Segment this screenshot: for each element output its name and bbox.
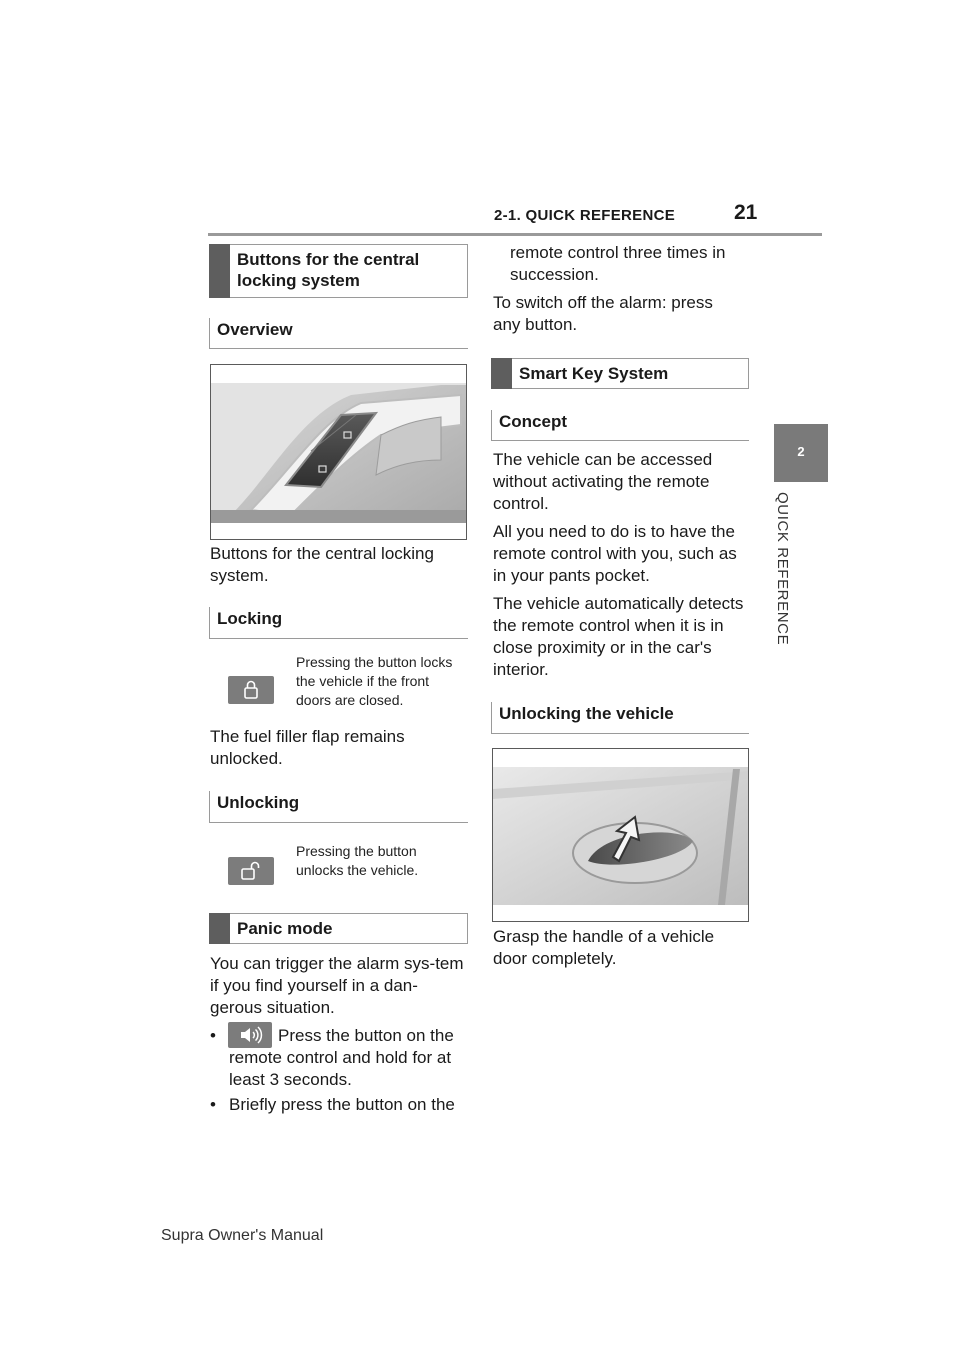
overview-caption: Buttons for the central locking system.	[210, 544, 434, 585]
unlocking-description: Pressing the button unlocks the vehicle.	[296, 843, 419, 878]
locking-note: The fuel filler flap remains unlocked.	[210, 727, 405, 768]
door-handle-illustration	[493, 749, 749, 922]
unlocking-heading: Unlocking	[217, 793, 300, 812]
subheading-overview	[209, 318, 468, 349]
panic-bullet-2-continued: remote control three times in succession.	[510, 243, 726, 284]
bullet-dot-1: •	[210, 1026, 216, 1045]
section-bar	[209, 244, 230, 298]
footer-manual-title: Supra Owner's Manual	[161, 1227, 324, 1244]
concept-paragraph-1: The vehicle can be accessed without activating the remote control.	[493, 450, 713, 513]
chapter-tab-label: QUICK REFERENCE	[774, 492, 791, 646]
panic-bullet-1: Press the button on the remote control and hold for at least 3 seconds.	[229, 1026, 454, 1089]
unlock-vehicle-caption: Grasp the handle of a vehicle door completely.	[493, 927, 715, 968]
lock-icon	[228, 676, 274, 704]
subheading-unlocking	[209, 791, 468, 823]
bullet-dot-2: •	[210, 1095, 216, 1114]
section-title-smart-key: Smart Key System	[519, 364, 669, 383]
concept-paragraph-3: The vehicle automatically detects the remote control when it is in close proximity or in the car's interior.	[493, 594, 744, 679]
section-box-smart-key	[491, 358, 749, 389]
section-box-panic-mode	[209, 913, 468, 944]
door-handle-image	[492, 748, 749, 922]
concept-heading: Concept	[499, 412, 567, 431]
door-panel-illustration	[211, 365, 467, 540]
concept-paragraph-2: All you need to do is to have the remote control with you, such as in your pants pocket.	[493, 522, 737, 585]
subheading-unlocking-vehicle	[491, 702, 749, 734]
chapter-tab-label-wrap	[769, 492, 791, 672]
locking-heading: Locking	[217, 609, 283, 628]
chapter-tab-number: 2	[797, 444, 805, 459]
section-bar	[209, 913, 230, 944]
central-locking-buttons-image	[210, 364, 467, 540]
page-number: 21	[734, 201, 758, 224]
section-box-central-locking	[209, 244, 468, 298]
overview-heading: Overview	[217, 320, 293, 339]
unlock-icon	[228, 857, 274, 885]
section-bar	[491, 358, 512, 389]
unlocking-vehicle-heading: Unlocking the vehicle	[499, 704, 674, 723]
subheading-locking	[209, 607, 468, 639]
running-header-section: 2-1. QUICK REFERENCE	[494, 207, 676, 224]
unlock-button-graphic	[228, 857, 274, 885]
section-title-panic-mode: Panic mode	[237, 919, 333, 938]
panic-intro: You can trigger the alarm sys-tem if you find yourself in a dan-gerous situation.	[210, 954, 464, 1017]
section-title-central-locking: Buttons for the central locking system	[237, 250, 420, 290]
subheading-concept	[491, 410, 749, 441]
locking-description: Pressing the button locks the vehicle if the front doors are closed.	[296, 654, 453, 708]
lock-button-graphic	[228, 676, 274, 704]
header-rule	[208, 233, 822, 236]
panic-bullet-2: Briefly press the button on the	[229, 1095, 455, 1114]
alarm-off-text: To switch off the alarm: press any button.	[493, 293, 713, 334]
